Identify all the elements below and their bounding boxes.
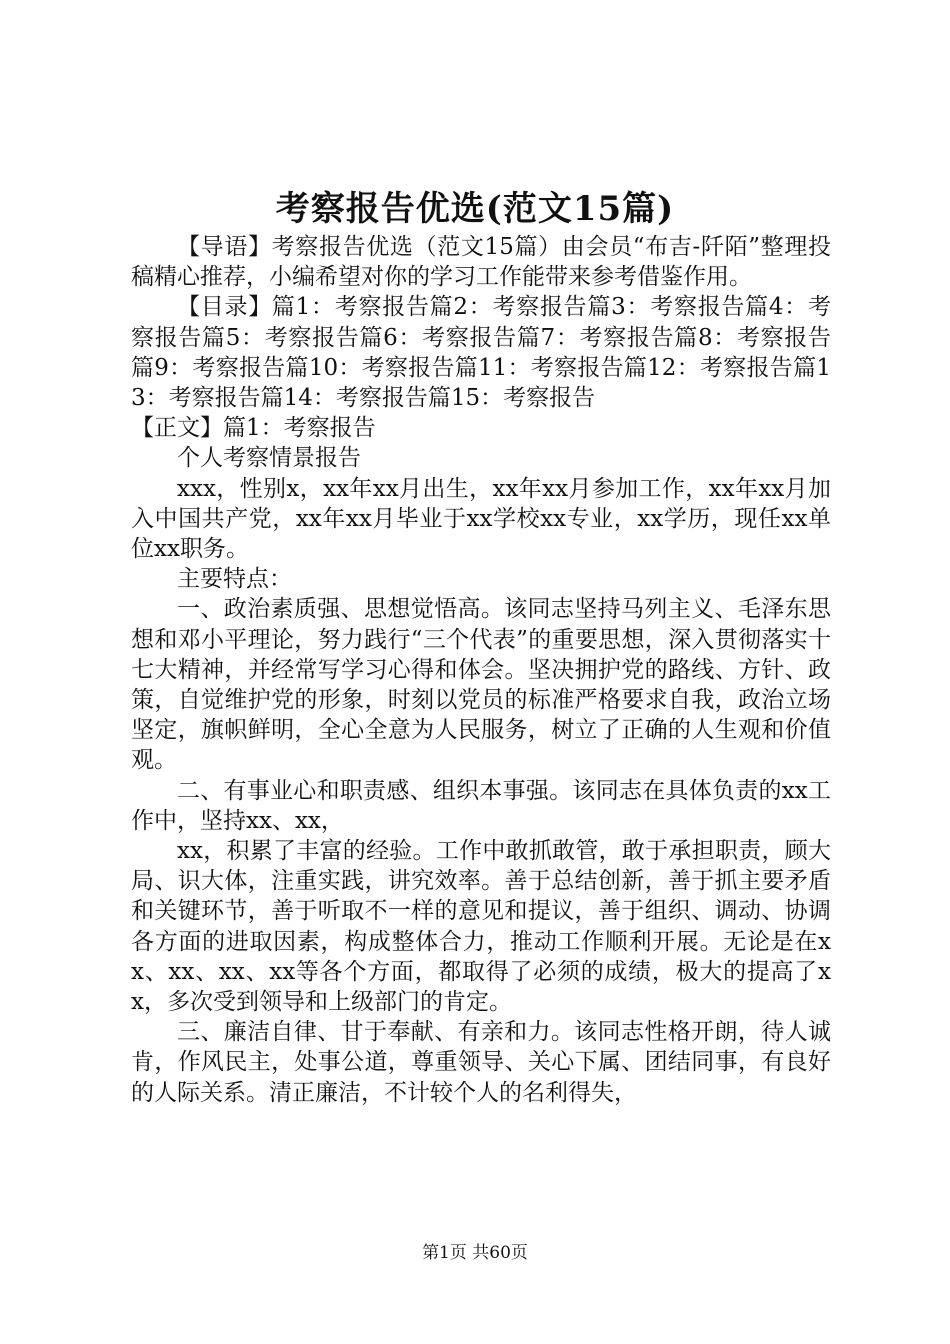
main-features-heading: 主要特点：	[177, 566, 292, 593]
feature-two-continued-paragraph: xx，积累了丰富的经验。工作中敢抓敢管，敢于承担职责，顾大局、识大体，注重实践，讲究效率。善于总结创新，善于抓主要矛盾和关键环节，善于听取不一样的意见和提议，善于组织、调动、协调各方面的进取因素，构成整体合力，推动工作顺利开展。无论是在xx、xx、xx、xx等各个方面，都取得了必须的成绩，极大的提高了xx，多次受到领导和上级部门的肯定。	[131, 838, 831, 1016]
main-text-heading: 【正文】篇1：考察报告	[131, 415, 376, 442]
toc-paragraph: 【目录】篇1：考察报告篇2：考察报告篇3：考察报告篇4：考察报告篇5：考察报告篇6：考察报告篇7：考察报告篇8：考察报告篇9：考察报告篇10：考察报告篇11：考察报告篇12：考察报告篇13：考察报告篇14：考察报告篇15：考察报告	[131, 294, 831, 412]
feature-three-paragraph: 三、廉洁自律、甘于奉献、有亲和力。该同志性格开朗，待人诚肯，作风民主，处事公道，尊重领导、关心下属、团结同事，有良好的人际关系。清正廉洁，不计较个人的名利得失，	[131, 1019, 831, 1106]
report-subtitle: 个人考察情景报告	[177, 445, 361, 472]
personal-info-paragraph: xxx，性别x，xx年xx月出生，xx年xx月参加工作，xx年xx月加入中国共产党，xx年xx月毕业于xx学校xx专业，xx学历，现任xx单位xx职务。	[131, 475, 831, 563]
document-title: 考察报告优选(范文15篇)	[275, 189, 675, 229]
feature-one-paragraph: 一、政治素质强、思想觉悟高。该同志坚持马列主义、毛泽东思想和邓小平理论，努力践行“三个代表”的重要思想，深入贯彻落实十七大精神，并经常写学习心得和体会。坚决拥护党的路线、方针、政策，自觉维护党的形象，时刻以党员的标准严格要求自我，政治立场坚定，旗帜鲜明，全心全意为人民服务，树立了正确的人生观和价值观。	[131, 596, 831, 774]
intro-paragraph: 【导语】考察报告优选（范文15篇）由会员“布吉-阡陌”整理投稿精心推荐，小编希望对你的学习工作能带来参考借鉴作用。	[131, 234, 831, 291]
page-number-footer: 第1页 共60页	[422, 1243, 528, 1263]
feature-two-paragraph: 二、有事业心和职责感、组织本事强。该同志在具体负责的xx工作中，坚持xx、xx，	[131, 777, 831, 834]
document-body	[131, 232, 831, 1108]
